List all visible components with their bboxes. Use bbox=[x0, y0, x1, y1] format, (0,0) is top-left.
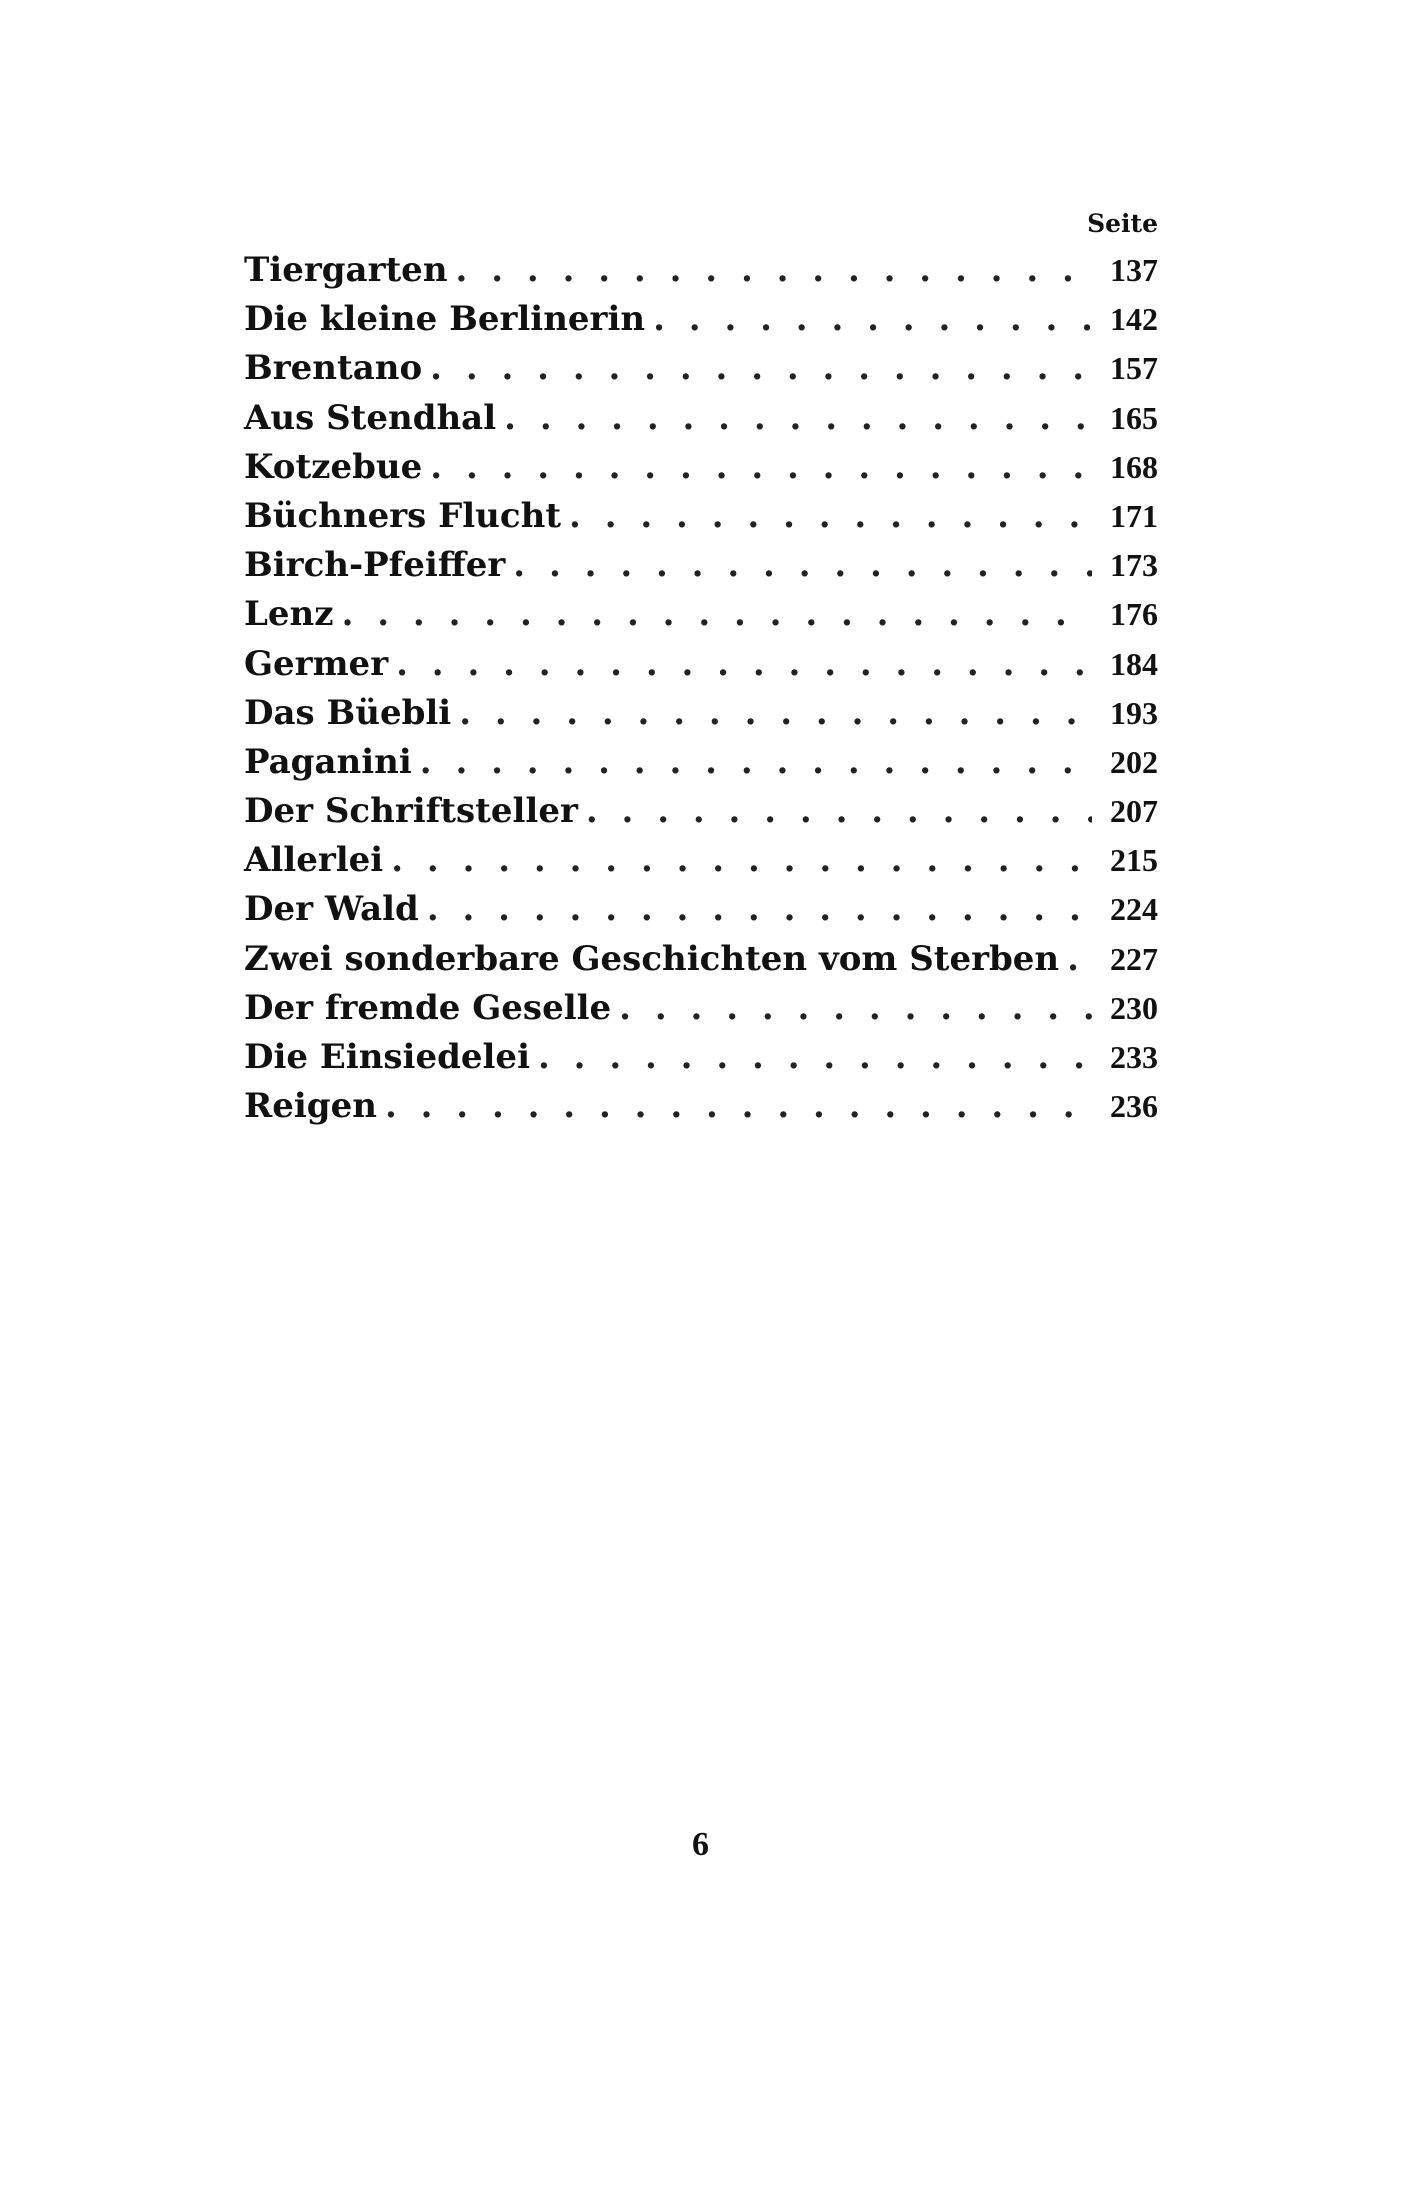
toc-entry-page: 236 bbox=[1110, 1088, 1158, 1125]
toc-entry-page: 157 bbox=[1110, 350, 1158, 387]
dot-leader bbox=[619, 984, 1092, 1033]
toc-entry-page: 142 bbox=[1110, 301, 1158, 338]
toc-entry-title: Büchners Flucht bbox=[244, 495, 562, 536]
toc-entry bbox=[244, 394, 1158, 443]
toc-entry-page: 202 bbox=[1110, 743, 1158, 780]
toc-entry-title: Der Schriftsteller bbox=[244, 791, 578, 832]
toc-entry-title: Zwei sonderbare Geschichten vom Sterben bbox=[244, 938, 1060, 979]
toc-entry-title: Die kleine Berlinerin bbox=[244, 299, 646, 340]
toc-entry bbox=[244, 640, 1158, 689]
dot-leader bbox=[569, 492, 1092, 541]
toc-entry-title: Brentano bbox=[244, 348, 423, 389]
toc-entry bbox=[244, 590, 1158, 639]
dot-leader bbox=[504, 394, 1092, 443]
toc-entry-page: 230 bbox=[1110, 989, 1158, 1026]
toc-entry-page: 233 bbox=[1110, 1039, 1158, 1075]
toc-entry-page: 165 bbox=[1110, 399, 1158, 436]
toc-entry bbox=[244, 344, 1158, 393]
dot-leader bbox=[456, 246, 1092, 295]
toc-entry-page: 171 bbox=[1110, 497, 1158, 534]
dot-leader bbox=[1067, 935, 1092, 984]
toc-entry bbox=[244, 836, 1158, 885]
dot-leader bbox=[385, 1082, 1092, 1131]
toc-entry-title: Der fremde Geselle bbox=[244, 987, 612, 1028]
dot-leader bbox=[342, 590, 1092, 639]
table-of-contents bbox=[244, 202, 1158, 1131]
page-column-header: Seite bbox=[1087, 209, 1158, 238]
toc-entry-title: Die Einsiedelei bbox=[244, 1037, 530, 1077]
toc-entry bbox=[244, 984, 1158, 1033]
toc-entry bbox=[244, 935, 1158, 984]
dot-leader bbox=[430, 443, 1092, 492]
toc-entry bbox=[244, 443, 1158, 492]
toc-entry-page: 176 bbox=[1110, 596, 1158, 633]
toc-entry bbox=[244, 1033, 1158, 1082]
toc-entry-title: Reigen bbox=[244, 1086, 377, 1127]
toc-entry-title: Lenz bbox=[244, 594, 334, 635]
toc-entry-page: 207 bbox=[1110, 793, 1158, 830]
dot-leader bbox=[391, 836, 1092, 885]
toc-entry-title: Birch-Pfeiffer bbox=[244, 545, 506, 586]
toc-entry-page: 168 bbox=[1110, 448, 1158, 485]
toc-entry-title: Kotzebue bbox=[244, 446, 423, 487]
dot-leader bbox=[513, 541, 1092, 590]
dot-leader bbox=[538, 1033, 1092, 1082]
toc-entry-title: Paganini bbox=[244, 741, 412, 782]
toc-entry-page: 173 bbox=[1110, 547, 1158, 584]
toc-entry bbox=[244, 787, 1158, 836]
toc-entry-page: 184 bbox=[1110, 645, 1158, 682]
dot-leader bbox=[427, 885, 1092, 934]
dot-leader bbox=[459, 689, 1092, 738]
dot-leader bbox=[430, 344, 1092, 393]
toc-entry-page: 137 bbox=[1110, 252, 1158, 288]
toc-entry bbox=[244, 541, 1158, 590]
toc-entry-title: Tiergarten bbox=[244, 250, 448, 290]
toc-entry bbox=[244, 738, 1158, 787]
dot-leader bbox=[420, 738, 1092, 787]
toc-entry-page: 193 bbox=[1110, 694, 1158, 731]
toc-entry-title: Aus Stendhal bbox=[244, 397, 497, 438]
dot-leader bbox=[396, 640, 1092, 689]
toc-entry-title: Germer bbox=[244, 643, 389, 684]
toc-entry-page: 227 bbox=[1110, 940, 1158, 977]
toc-entry bbox=[244, 295, 1158, 344]
toc-entry bbox=[244, 885, 1158, 934]
toc-entry bbox=[244, 1082, 1158, 1131]
dot-leader bbox=[653, 295, 1092, 344]
page-number: 6 bbox=[692, 1826, 709, 1863]
toc-entry-title: Das Büebli bbox=[244, 692, 452, 733]
toc-entry bbox=[244, 246, 1158, 295]
toc-entry-title: Der Wald bbox=[244, 889, 419, 930]
dot-leader bbox=[586, 787, 1092, 836]
toc-entry bbox=[244, 689, 1158, 738]
toc-entry-title: Allerlei bbox=[244, 840, 384, 881]
toc-entry bbox=[244, 492, 1158, 541]
toc-entry-page: 224 bbox=[1110, 891, 1158, 928]
toc-entry-page: 215 bbox=[1110, 842, 1158, 879]
